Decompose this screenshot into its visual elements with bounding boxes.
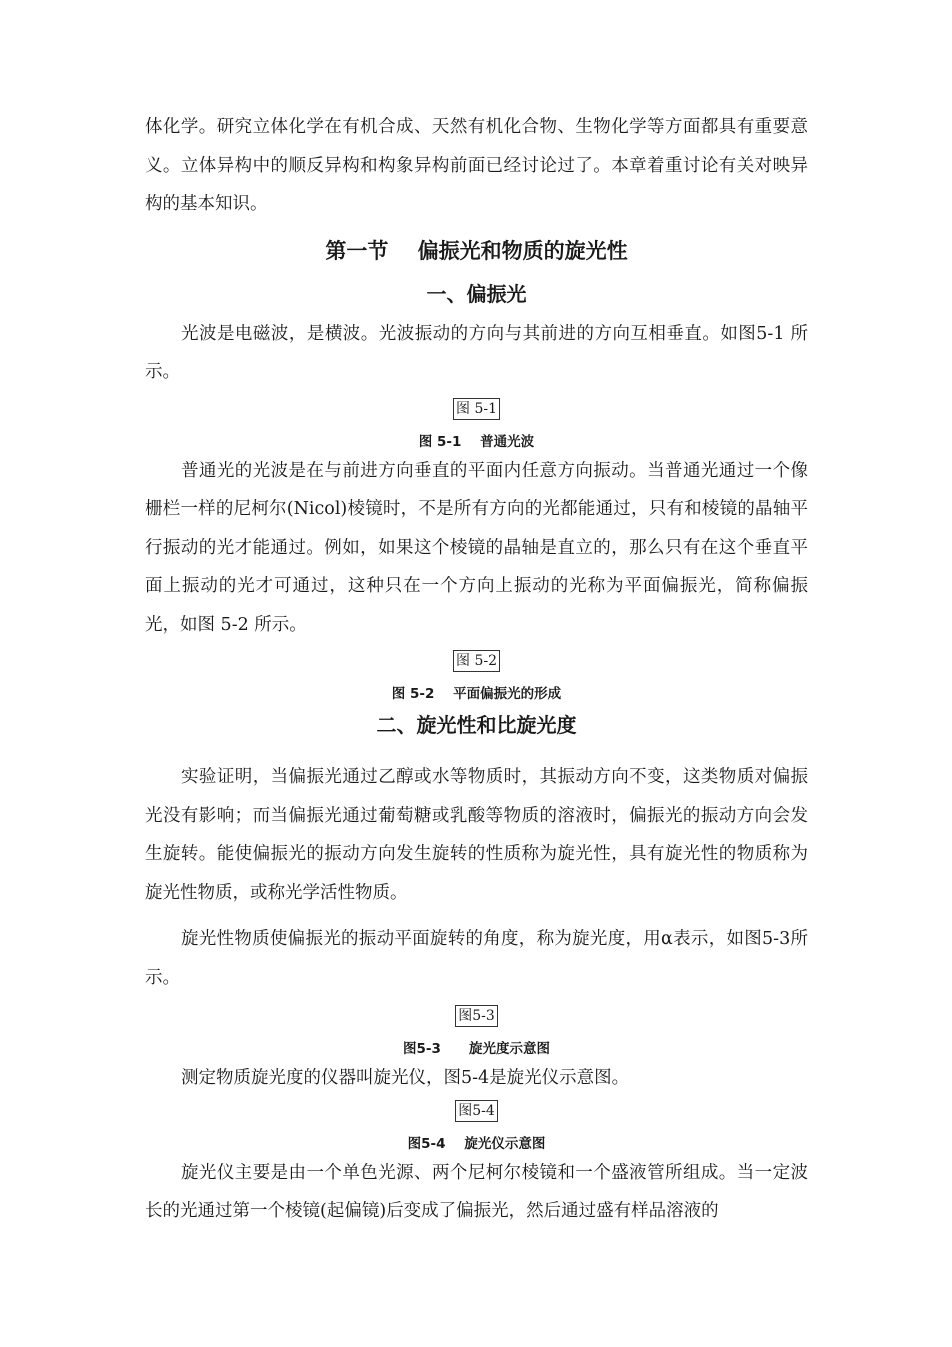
figure-placeholder-5-2: 图 5-2 xyxy=(453,650,500,672)
paragraph-rotation-angle: 旋光性物质使偏振光的振动平面旋转的角度，称为旋光度，用α表示，如图5-3所示。 xyxy=(145,929,808,988)
paragraph-experiment: 实验证明，当偏振光通过乙醇或水等物质时，其振动方向不变，这类物质对偏振光没有影响；而当偏振光通过葡萄糖或乳酸等物质的溶液时，偏振光的振动方向会发生旋转。能使偏振光的振动方向发生旋转的性质称为旋光性，具有旋光性的物质称为旋光性物质，或称光学活性物质。 xyxy=(145,767,808,903)
subsection-title-optical-rotation: 二、旋光性和比旋光度 xyxy=(376,713,577,737)
paragraph-light-wave: 光波是电磁波，是横波。光波振动的方向与其前进的方向互相垂直。如图5-1 所示。 xyxy=(145,323,808,382)
figure-caption-5-4: 图5-4 旋光仪示意图 xyxy=(407,1135,546,1152)
paragraph-ordinary-light: 普通光的光波是在与前进方向垂直的平面内任意方向振动。当普通光通过一个像栅栏一样的尼柯尔(Nicol)棱镜时，不是所有方向的光都能通过，只有和棱镜的晶轴平行振动的光才能通过。例如，如果这个棱镜的晶轴是直立的，那么只有在这个垂直平面上振动的光才可通过，这种只在一个方向上振动的光称为平面偏振光，简称偏振光，如图 5-2 所示。 xyxy=(145,460,808,635)
figure-placeholder-5-1: 图 5-1 xyxy=(453,398,500,420)
subsection-title-polarized-light: 一、偏振光 xyxy=(426,281,527,306)
figure-caption-5-3: 图5-3 旋光度示意图 xyxy=(402,1041,551,1057)
paragraph-intro: 体化学。研究立体化学在有机合成、天然有机化合物、生物化学等方面都具有重要意义。立体异构中的顺反异构和构象异构前面已经讨论过了。本章着重讨论有关对映异构的基本知识。 xyxy=(145,117,808,214)
figure-caption-5-1: 图 5-1 普通光波 xyxy=(418,433,535,450)
document-page xyxy=(145,108,808,1231)
figure-placeholder-5-3: 图5-3 xyxy=(455,1005,498,1027)
section-title: 第一节 偏振光和物质的旋光性 xyxy=(325,238,628,263)
figure-placeholder-5-4: 图5-4 xyxy=(455,1100,498,1122)
paragraph-polarimeter: 测定物质旋光度的仪器叫旋光仪，图5-4是旋光仪示意图。 xyxy=(181,1068,630,1088)
paragraph-polarimeter-structure: 旋光仪主要是由一个单色光源、两个尼柯尔棱镜和一个盛液管所组成。当一定波长的光通过第一个棱镜(起偏镜)后变成了偏振光，然后通过盛有样品溶液的 xyxy=(145,1162,808,1221)
figure-caption-5-2: 图 5-2 平面偏振光的形成 xyxy=(391,686,562,702)
